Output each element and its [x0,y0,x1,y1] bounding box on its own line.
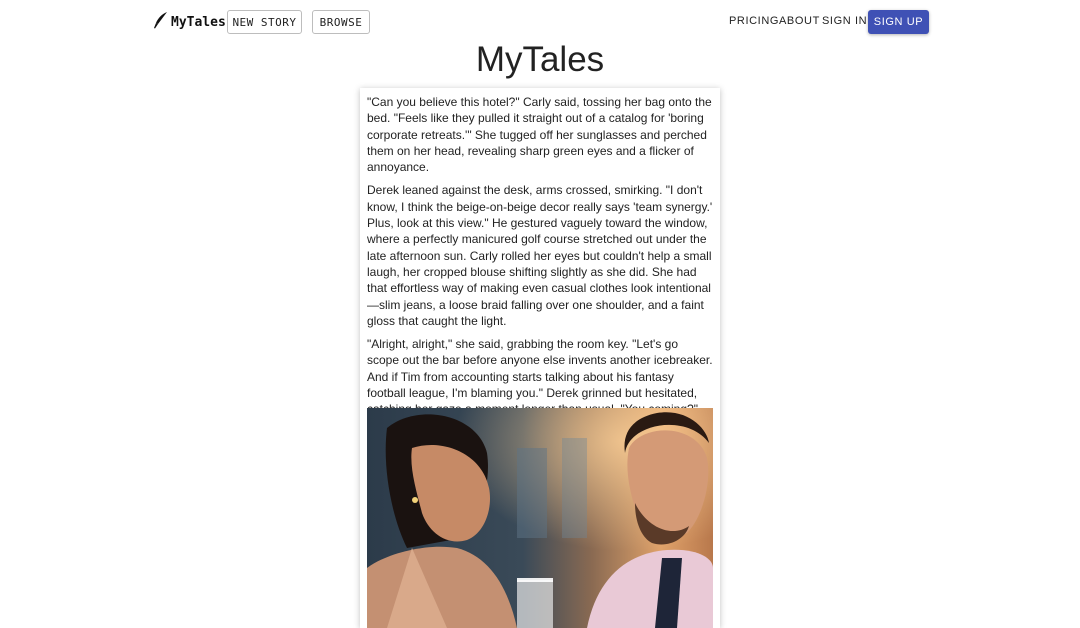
browse-button[interactable]: BROWSE [312,10,370,34]
story-illustration [367,408,713,628]
quill-pen-icon [152,11,168,34]
sign-up-button[interactable]: SIGN UP [868,10,929,34]
story-paragraph: Derek leaned against the desk, arms crossed, smirking. "I don't know, I think the beige-on-beige decor really says 'team synergy.' Plus, look at this view." He gestured vaguely toward the window, where a perfectly manicured golf course stretched out under the late afternoon sun. Carly rolled her eyes but couldn't help a small laugh, her cropped blouse shifting slightly as she did. She had that effortless way of making even casual clothes look intentional—slim jeans, a loose braid falling over one shoulder, and a faint gloss that caught the light. [367,183,713,328]
story-paragraph: "Can you believe this hotel?" Carly said, tossing her bag onto the bed. "Feels like they pulled it straight out of a catalog for 'boring corporate retreats.'" She tugged off her sunglasses and perched them on her head, revealing sharp green eyes and a flicker of annoyance. [367,95,712,175]
brand-name: MyTales [171,15,226,30]
pricing-link[interactable]: PRICING [729,15,780,27]
new-story-button[interactable]: NEW STORY [227,10,302,34]
sign-in-link[interactable]: SIGN IN [822,15,868,27]
about-link[interactable]: ABOUT [779,15,820,27]
story-paragraph: "Alright, alright," she said, grabbing the room key. "Let's go scope out the bar before anyone else invents another icebreaker. And if Tim from accounting starts talking about his fantasy football league, I'm blaming you." Derek grinned but hesitated, [367,337,713,401]
top-navigation-bar [0,0,1080,44]
story-card [360,88,720,628]
brand-logo[interactable] [152,11,226,34]
page-title: MyTales [475,40,605,79]
